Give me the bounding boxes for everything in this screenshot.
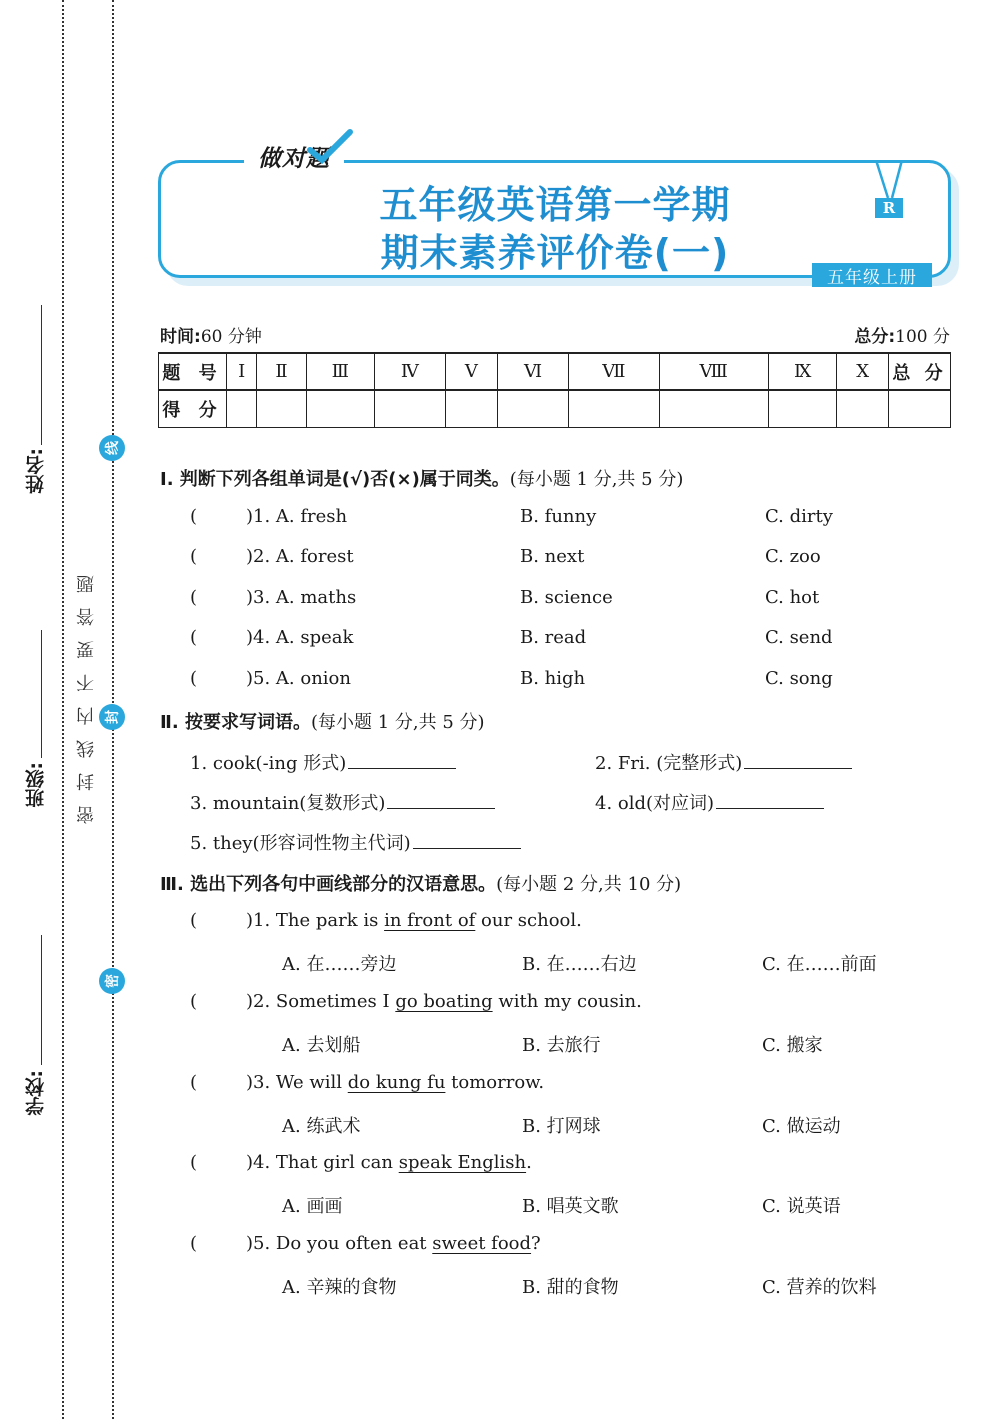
col-7: Ⅶ xyxy=(569,353,659,390)
score-cell[interactable] xyxy=(445,390,497,427)
item-sentence: )1. The park is in front of our school. xyxy=(246,910,582,931)
answer-paren[interactable]: ( xyxy=(190,668,198,689)
option-b: B. read xyxy=(520,627,587,648)
grade-tag: 五年级上册 xyxy=(812,263,932,287)
answer-paren[interactable]: ( xyxy=(190,1233,198,1254)
col-10: Ⅹ xyxy=(837,353,889,390)
option-a: A. 辛辣的食物 xyxy=(282,1277,397,1298)
seal-mark-secret: 密 xyxy=(99,968,125,994)
checkmark-icon xyxy=(304,128,354,164)
answer-paren[interactable]: ( xyxy=(190,1152,198,1173)
option-b: B. funny xyxy=(520,506,597,527)
option-c: C. send xyxy=(765,627,833,648)
school-label: 学校: xyxy=(25,1070,47,1116)
item-sentence: )3. We will do kung fu tomorrow. xyxy=(246,1072,545,1093)
section-2-item-5: 5. they(形容词性物主代词) xyxy=(190,829,521,855)
col-1: Ⅰ xyxy=(227,353,257,390)
no-answer-warning: 密封线内不要答题 xyxy=(76,560,97,824)
brand-logo xyxy=(244,136,344,176)
item-stem: )3. A. maths xyxy=(246,587,357,608)
underlined-phrase: sweet food xyxy=(432,1233,532,1254)
option-c: C. 做运动 xyxy=(762,1116,841,1137)
item-sentence: )4. That girl can speak English. xyxy=(246,1152,532,1173)
badge-ribbon-icon xyxy=(870,160,910,200)
option-a: A. 画画 xyxy=(282,1196,343,1217)
section-2-item-2: 2. Fri. (完整形式) xyxy=(595,749,852,775)
time-info: 时间:60 分钟 xyxy=(160,327,262,347)
option-c: C. hot xyxy=(765,587,820,608)
item-stem: )5. A. onion xyxy=(246,668,351,689)
section-2-item-3: 3. mountain(复数形式) xyxy=(190,789,495,815)
option-c: C. song xyxy=(765,668,833,689)
answer-blank[interactable] xyxy=(413,831,521,849)
section-3-heading: Ⅲ. 选出下列各句中画线部分的汉语意思。(每小题 2 分,共 10 分) xyxy=(160,874,682,895)
underlined-phrase: do kung fu xyxy=(347,1072,446,1093)
score-label: 得 分 xyxy=(159,390,227,427)
score-table-score-row xyxy=(159,390,951,427)
seal-mark-seal: 封 xyxy=(99,704,125,730)
binding-dotted-line-outer xyxy=(62,0,64,1419)
answer-paren[interactable]: ( xyxy=(190,627,198,648)
answer-blank[interactable] xyxy=(387,791,495,809)
option-a: A. 在……旁边 xyxy=(282,954,397,975)
underlined-phrase: go boating xyxy=(395,991,493,1012)
option-b: B. 甜的食物 xyxy=(522,1277,619,1298)
answer-paren[interactable]: ( xyxy=(190,910,198,931)
item-stem: )2. A. forest xyxy=(246,546,354,567)
answer-paren[interactable]: ( xyxy=(190,991,198,1012)
brand-text: 做对题 xyxy=(258,145,330,172)
answer-paren[interactable]: ( xyxy=(190,587,198,608)
item-stem: )4. A. speak xyxy=(246,627,354,648)
score-table xyxy=(158,352,951,428)
section-2-heading: Ⅱ. 按要求写词语。(每小题 1 分,共 5 分) xyxy=(160,712,485,733)
score-cell[interactable] xyxy=(306,390,374,427)
question-number-label: 题 号 xyxy=(159,353,227,390)
underlined-phrase: speak English xyxy=(398,1152,527,1173)
col-9: Ⅸ xyxy=(768,353,836,390)
score-cell[interactable] xyxy=(768,390,836,427)
page-title-line1: 五年级英语第一学期 xyxy=(379,183,731,227)
class-label: 班级: xyxy=(25,762,47,808)
section-2-item-1: 1. cook(-ing 形式) xyxy=(190,749,456,775)
option-a: A. 去划船 xyxy=(282,1035,361,1056)
score-cell[interactable] xyxy=(375,390,446,427)
item-stem: )1. A. fresh xyxy=(246,506,348,527)
answer-blank[interactable] xyxy=(744,751,852,769)
section-1-heading: Ⅰ. 判断下列各组单词是(√)否(×)属于同类。(每小题 1 分,共 5 分) xyxy=(160,469,684,490)
option-c: C. dirty xyxy=(765,506,833,527)
exam-meta xyxy=(160,322,950,347)
option-c: C. 营养的饮料 xyxy=(762,1277,877,1298)
option-b: B. 打网球 xyxy=(522,1116,601,1137)
option-a: A. 练武术 xyxy=(282,1116,361,1137)
option-b: B. next xyxy=(520,546,585,567)
page-title-line2: 期末素养评价卷(一) xyxy=(380,231,730,275)
seal-mark-line: 线 xyxy=(99,435,125,461)
option-b: B. 去旅行 xyxy=(522,1035,601,1056)
score-cell[interactable] xyxy=(257,390,306,427)
name-label: 姓名: xyxy=(25,448,47,494)
col-2: Ⅱ xyxy=(257,353,306,390)
total-info: 总分:100 分 xyxy=(854,327,950,347)
option-b: B. science xyxy=(520,587,613,608)
name-field[interactable] xyxy=(41,305,42,445)
option-b: B. high xyxy=(520,668,586,689)
answer-paren[interactable]: ( xyxy=(190,1072,198,1093)
answer-blank[interactable] xyxy=(716,791,824,809)
option-c: C. 说英语 xyxy=(762,1196,841,1217)
underlined-phrase: in front of xyxy=(384,910,476,931)
score-cell[interactable] xyxy=(569,390,659,427)
option-c: C. 在……前面 xyxy=(762,954,877,975)
option-c: C. 搬家 xyxy=(762,1035,823,1056)
score-table-header-row xyxy=(159,353,951,390)
col-3: Ⅲ xyxy=(306,353,374,390)
col-6: Ⅵ xyxy=(497,353,568,390)
score-cell[interactable] xyxy=(497,390,568,427)
section-2-item-4: 4. old(对应词) xyxy=(595,789,824,815)
score-cell[interactable] xyxy=(837,390,889,427)
answer-blank[interactable] xyxy=(348,751,456,769)
class-field[interactable] xyxy=(41,630,42,758)
score-cell-total[interactable] xyxy=(889,390,951,427)
answer-paren[interactable]: ( xyxy=(190,506,198,527)
answer-paren[interactable]: ( xyxy=(190,546,198,567)
col-8: Ⅷ xyxy=(659,353,768,390)
option-c: C. zoo xyxy=(765,546,821,567)
option-b: B. 唱英文歌 xyxy=(522,1196,619,1217)
col-5: Ⅴ xyxy=(445,353,497,390)
score-cell[interactable] xyxy=(659,390,768,427)
col-4: Ⅳ xyxy=(375,353,446,390)
score-cell[interactable] xyxy=(227,390,257,427)
school-field[interactable] xyxy=(41,935,42,1065)
item-sentence: )5. Do you often eat sweet food? xyxy=(246,1233,541,1254)
edition-badge: R xyxy=(875,198,903,218)
item-sentence: )2. Sometimes I go boating with my cousin. xyxy=(246,991,642,1012)
col-total: 总 分 xyxy=(889,353,951,390)
option-b: B. 在……右边 xyxy=(522,954,637,975)
